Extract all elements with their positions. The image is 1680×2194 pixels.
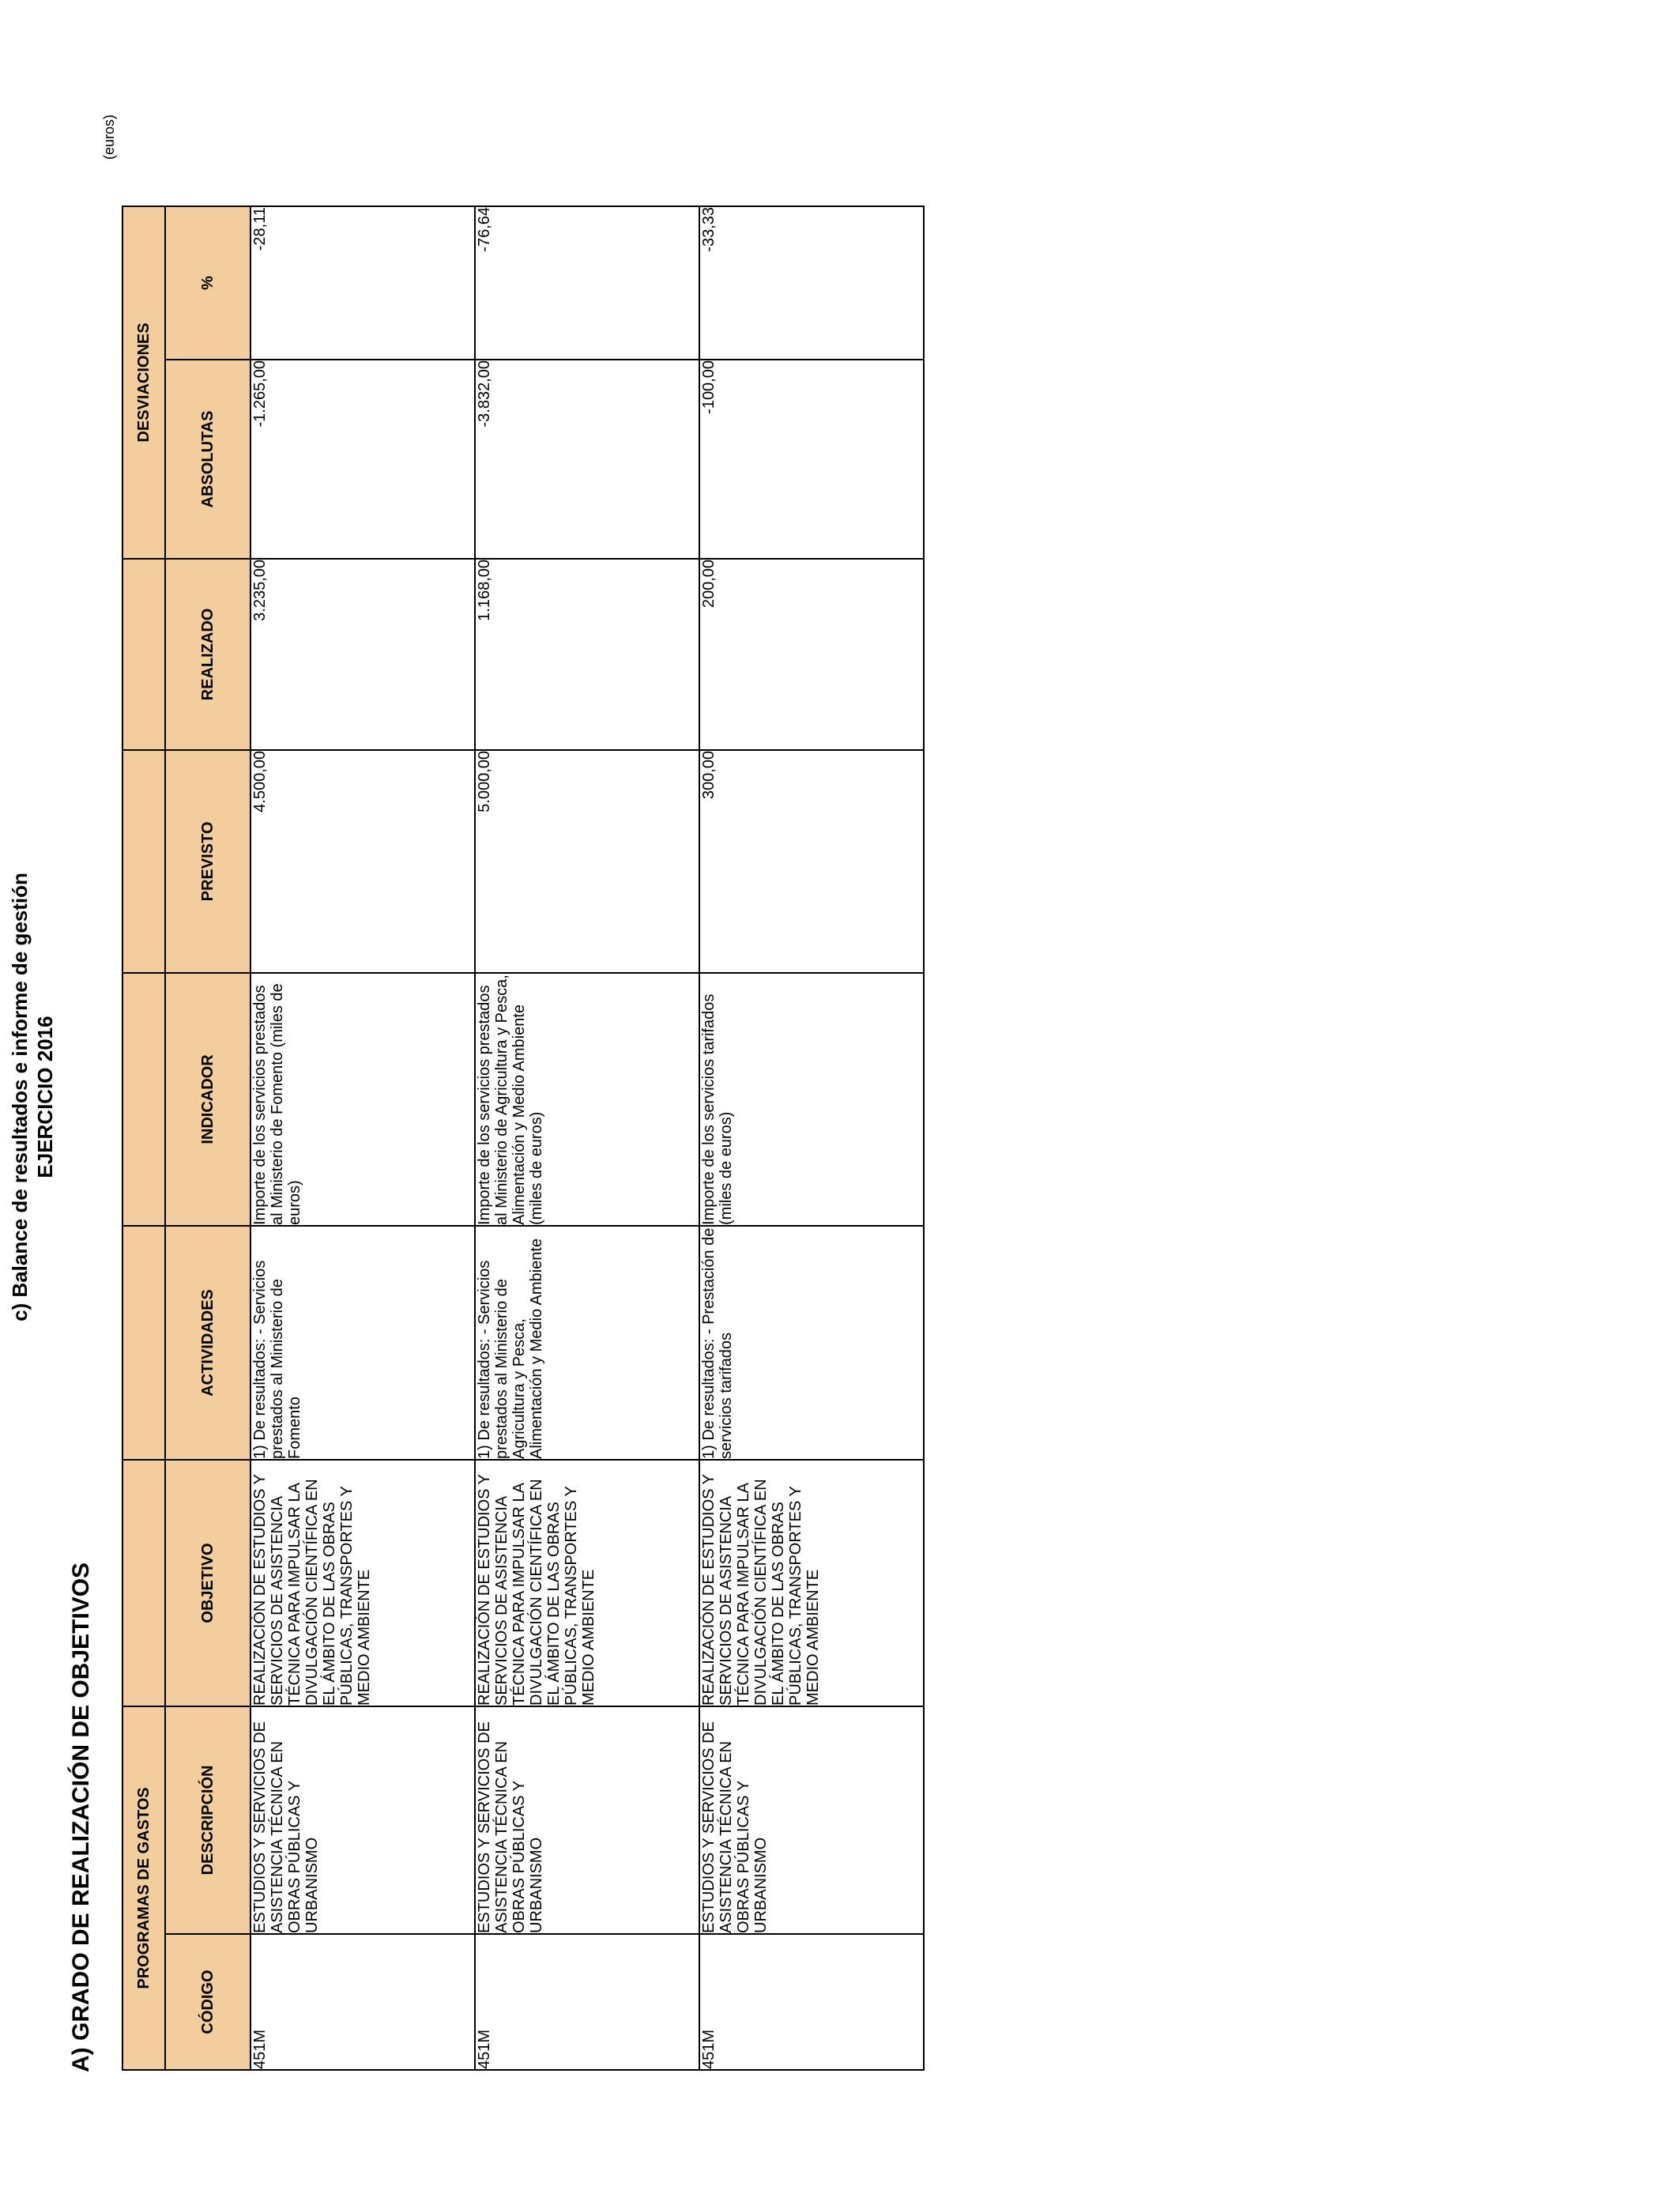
header-porcentaje: % (165, 206, 250, 360)
header-desviaciones: DESVIACIONES (122, 206, 165, 559)
cell-absolutas: -1.265,00 (250, 360, 475, 559)
header-group-blank (122, 973, 165, 1226)
header-group-blank (122, 559, 165, 750)
header-group-blank (122, 1226, 165, 1460)
cell-realizado: 200,00 (699, 559, 924, 750)
header-descripcion: DESCRIPCIÓN (165, 1706, 250, 1934)
cell-objetivo: REALIZACIÓN DE ESTUDIOS Y SERVICIOS DE ASISTENCIA TÉCNICA PARA IMPULSAR LA DIVULGACIÓN CIENTÍFICA EN EL ÁMBITO DE LAS OBRAS PÚBLICAS, TRANSPORTES Y MEDIO AMBIENTE (475, 1460, 699, 1706)
cell-actividades: 1) De resultados: - Servicios prestados al Ministerio de Agricultura y Pesca, Alimentación y Medio Ambiente (475, 1226, 699, 1460)
document-title: c) Balance de resultados e informe de gestión (8, 873, 32, 1321)
cell-porcentaje: -33,33 (699, 206, 924, 360)
cell-descripcion: ESTUDIOS Y SERVICIOS DE ASISTENCIA TÉCNICA EN OBRAS PÚBLICAS Y URBANISMO (699, 1706, 924, 1934)
units-note: (euros) (101, 114, 117, 160)
cell-actividades: 1) De resultados: - Prestación de servicios tarifados (699, 1226, 924, 1460)
cell-previsto: 5.000,00 (475, 750, 699, 973)
cell-porcentaje: -76,64 (475, 206, 699, 360)
header-group-blank (122, 750, 165, 973)
cell-objetivo: REALIZACIÓN DE ESTUDIOS Y SERVICIOS DE ASISTENCIA TÉCNICA PARA IMPULSAR LA DIVULGACIÓN CIENTÍFICA EN EL ÁMBITO DE LAS OBRAS PÚBLICAS, TRANSPORTES Y MEDIO AMBIENTE (250, 1460, 475, 1706)
cell-actividades: 1) De resultados: - Servicios prestados al Ministerio de Fomento (250, 1226, 475, 1460)
table-row (250, 206, 475, 2070)
cell-descripcion: ESTUDIOS Y SERVICIOS DE ASISTENCIA TÉCNICA EN OBRAS PÚBLICAS Y URBANISMO (250, 1706, 475, 1934)
table-row (475, 206, 699, 2070)
header-absolutas: ABSOLUTAS (165, 360, 250, 559)
document-subtitle: EJERCICIO 2016 (33, 1016, 57, 1178)
header-codigo: CÓDIGO (165, 1934, 250, 2070)
cell-previsto: 300,00 (699, 750, 924, 973)
cell-objetivo: REALIZACIÓN DE ESTUDIOS Y SERVICIOS DE ASISTENCIA TÉCNICA PARA IMPULSAR LA DIVULGACIÓN CIENTÍFICA EN EL ÁMBITO DE LAS OBRAS PÚBLICAS, TRANSPORTES Y MEDIO AMBIENTE (699, 1460, 924, 1706)
header-indicador: INDICADOR (165, 973, 250, 1226)
column-header-row (165, 206, 250, 2070)
cell-indicador: Importe de los servicios prestados al Ministerio de Agricultura y Pesca, Alimentación y Medio Ambiente (miles de euros) (475, 973, 699, 1226)
cell-codigo: 451M (250, 1934, 475, 2070)
header-previsto: PREVISTO (165, 750, 250, 973)
header-programas-de-gastos: PROGRAMAS DE GASTOS (122, 1706, 165, 2070)
section-title: A) GRADO DE REALIZACIÓN DE OBJETIVOS (68, 1562, 94, 2072)
table-row (699, 206, 924, 2070)
cell-absolutas: -3.832,00 (475, 360, 699, 559)
header-objetivo: OBJETIVO (165, 1460, 250, 1706)
objectives-table (122, 205, 925, 2071)
cell-porcentaje: -28,11 (250, 206, 475, 360)
header-actividades: ACTIVIDADES (165, 1226, 250, 1460)
cell-codigo: 451M (699, 1934, 924, 2070)
cell-realizado: 1.168,00 (475, 559, 699, 750)
cell-descripcion: ESTUDIOS Y SERVICIOS DE ASISTENCIA TÉCNICA EN OBRAS PÚBLICAS Y URBANISMO (475, 1706, 699, 1934)
cell-absolutas: -100,00 (699, 360, 924, 559)
group-header-row (122, 206, 165, 2070)
cell-codigo: 451M (475, 1934, 699, 2070)
cell-previsto: 4.500,00 (250, 750, 475, 973)
header-group-blank (122, 1460, 165, 1706)
cell-realizado: 3.235,00 (250, 559, 475, 750)
cell-indicador: Importe de los servicios tarifados (miles de euros) (699, 973, 924, 1226)
header-realizado: REALIZADO (165, 559, 250, 750)
cell-indicador: Importe de los servicios prestados al Ministerio de Fomento (miles de euros) (250, 973, 475, 1226)
